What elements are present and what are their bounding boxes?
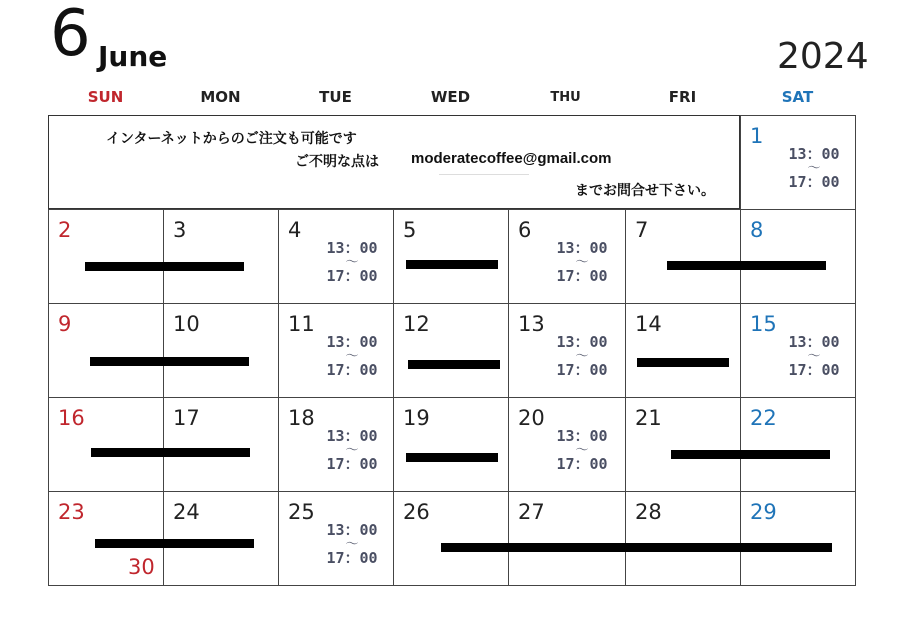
time-separator: ～	[807, 161, 821, 176]
year: 2024	[777, 36, 869, 77]
close-time: 17：00	[556, 267, 608, 285]
business-hours	[551, 240, 613, 285]
day-number-28: 28	[635, 500, 662, 524]
day-number-3: 3	[173, 218, 187, 242]
day-number-16: 16	[58, 406, 85, 430]
day-number-6: 6	[518, 218, 532, 242]
closed-day-bar	[90, 357, 249, 366]
open-time: 13：00	[556, 427, 608, 445]
open-time: 13：00	[556, 333, 608, 351]
day-cell-22	[740, 397, 856, 492]
day-cell-13	[508, 303, 626, 398]
day-cell-17	[163, 397, 279, 492]
time-separator: ～	[345, 537, 359, 552]
time-separator: ～	[807, 349, 821, 364]
day-number-1: 1	[750, 124, 764, 148]
day-cell-16	[48, 397, 164, 492]
day-number-19: 19	[403, 406, 430, 430]
closed-day-bar	[441, 543, 832, 552]
day-cell-11	[278, 303, 394, 398]
day-cell-5	[393, 209, 509, 304]
weekday-thu: THU	[550, 90, 581, 105]
open-time: 13：00	[788, 145, 840, 163]
business-hours	[783, 146, 845, 191]
time-separator: ～	[575, 255, 589, 270]
day-cell-4	[278, 209, 394, 304]
closed-day-bar	[91, 448, 250, 457]
open-time: 13：00	[326, 333, 378, 351]
day-number-30: 30	[128, 555, 155, 579]
day-number-13: 13	[518, 312, 545, 336]
time-separator: ～	[345, 349, 359, 364]
day-cell-9	[48, 303, 164, 398]
day-cell-7	[625, 209, 741, 304]
closed-day-bar	[637, 358, 729, 367]
weekday-tue: TUE	[319, 88, 352, 106]
day-cell-10	[163, 303, 279, 398]
day-number-11: 11	[288, 312, 315, 336]
day-number-29: 29	[750, 500, 777, 524]
day-cell-28	[625, 491, 741, 586]
closed-day-bar	[406, 260, 498, 269]
day-number-23: 23	[58, 500, 85, 524]
time-separator: ～	[575, 443, 589, 458]
day-number-21: 21	[635, 406, 662, 430]
notice-inquiry-text: ご不明な点は	[295, 153, 379, 169]
day-cell-2	[48, 209, 164, 304]
day-cell-14	[625, 303, 741, 398]
day-number-8: 8	[750, 218, 764, 242]
divider	[439, 174, 529, 175]
day-number-25: 25	[288, 500, 315, 524]
day-number-12: 12	[403, 312, 430, 336]
closed-day-bar	[85, 262, 244, 271]
weekday-sat: SAT	[781, 88, 814, 106]
weekday-fri: FRI	[668, 88, 697, 106]
closed-day-bar	[671, 450, 830, 459]
day-number-14: 14	[635, 312, 662, 336]
day-cell-6	[508, 209, 626, 304]
day-number-2: 2	[58, 218, 72, 242]
business-hours	[321, 334, 383, 379]
day-number-22: 22	[750, 406, 777, 430]
business-hours	[783, 334, 845, 379]
day-number-7: 7	[635, 218, 649, 242]
day-cell-15	[740, 303, 856, 398]
day-number-18: 18	[288, 406, 315, 430]
notice-contact-text: までお問合せ下さい。	[575, 182, 715, 198]
open-time: 13：00	[556, 239, 608, 257]
day-cell-3	[163, 209, 279, 304]
month-number: 6	[50, 0, 91, 71]
closed-day-bar	[95, 539, 254, 548]
time-separator: ～	[345, 255, 359, 270]
open-time: 13：00	[326, 239, 378, 257]
day-cell-1	[740, 115, 856, 210]
month-name: June	[98, 40, 168, 73]
time-separator: ～	[345, 443, 359, 458]
day-number-17: 17	[173, 406, 200, 430]
day-number-15: 15	[750, 312, 777, 336]
close-time: 17：00	[788, 361, 840, 379]
closed-day-bar	[667, 261, 826, 270]
day-cell-12	[393, 303, 509, 398]
notice-email-link[interactable]: moderatecoffee@gmail.com	[411, 150, 612, 167]
day-cell-29	[740, 491, 856, 586]
day-cell-26	[393, 491, 509, 586]
close-time: 17：00	[556, 361, 608, 379]
day-number-20: 20	[518, 406, 545, 430]
close-time: 17：00	[788, 173, 840, 191]
notice-online-order: インターネットからのご注文も可能です	[106, 130, 357, 146]
day-number-4: 4	[288, 218, 302, 242]
day-cell-8	[740, 209, 856, 304]
notice-box	[48, 115, 740, 209]
closed-day-bar	[408, 360, 500, 369]
day-cell-25	[278, 491, 394, 586]
day-cell-18	[278, 397, 394, 492]
business-hours	[551, 428, 613, 473]
day-number-27: 27	[518, 500, 545, 524]
business-hours	[321, 428, 383, 473]
open-time: 13：00	[326, 427, 378, 445]
open-time: 13：00	[326, 521, 378, 539]
close-time: 17：00	[326, 267, 378, 285]
close-time: 17：00	[326, 455, 378, 473]
business-hours	[321, 522, 383, 567]
day-cell-19	[393, 397, 509, 492]
weekday-wed: WED	[430, 88, 471, 106]
day-number-10: 10	[173, 312, 200, 336]
business-hours	[551, 334, 613, 379]
weekday-mon: MON	[200, 88, 241, 106]
day-number-9: 9	[58, 312, 72, 336]
day-cell-20	[508, 397, 626, 492]
day-number-26: 26	[403, 500, 430, 524]
close-time: 17：00	[326, 549, 378, 567]
close-time: 17：00	[326, 361, 378, 379]
business-hours	[321, 240, 383, 285]
close-time: 17：00	[556, 455, 608, 473]
day-cell-27	[508, 491, 626, 586]
weekday-sun: SUN	[87, 88, 124, 106]
open-time: 13：00	[788, 333, 840, 351]
day-number-5: 5	[403, 218, 417, 242]
closed-day-bar	[406, 453, 498, 462]
day-number-24: 24	[173, 500, 200, 524]
day-cell-21	[625, 397, 741, 492]
time-separator: ～	[575, 349, 589, 364]
